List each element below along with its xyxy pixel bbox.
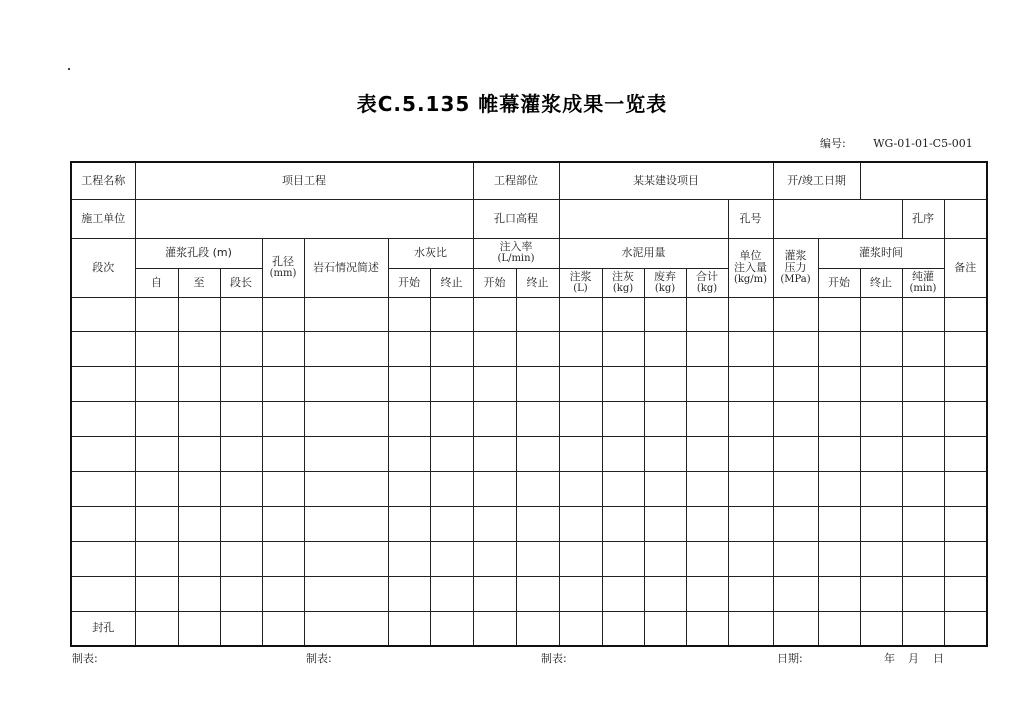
data-cell[interactable] <box>773 471 818 506</box>
data-cell[interactable] <box>944 576 987 611</box>
data-cell[interactable] <box>602 541 644 576</box>
data-cell[interactable] <box>728 297 773 331</box>
date-year: 年 <box>884 652 895 665</box>
data-cell[interactable] <box>135 331 178 366</box>
data-cell[interactable] <box>473 576 516 611</box>
data-cell[interactable] <box>644 331 686 366</box>
data-cell[interactable] <box>304 541 388 576</box>
data-cell[interactable] <box>220 366 262 401</box>
data-cell[interactable] <box>773 297 818 331</box>
data-cell[interactable] <box>602 611 644 646</box>
data-cell[interactable] <box>559 576 602 611</box>
row-label-cell[interactable] <box>71 506 135 541</box>
data-cell[interactable] <box>686 297 728 331</box>
data-cell[interactable] <box>773 401 818 436</box>
data-cell[interactable] <box>644 401 686 436</box>
row-label-cell[interactable] <box>71 576 135 611</box>
table-row <box>71 401 987 436</box>
data-cell[interactable] <box>304 471 388 506</box>
row-label-cell[interactable]: 封孔 <box>71 611 135 646</box>
table-row <box>71 576 987 611</box>
data-cell[interactable] <box>944 611 987 646</box>
data-cell[interactable] <box>644 611 686 646</box>
data-cell[interactable] <box>773 541 818 576</box>
data-cell[interactable] <box>135 297 178 331</box>
table-row <box>71 611 987 646</box>
data-cell[interactable] <box>220 576 262 611</box>
project-part-label: 工程部位 <box>473 162 559 199</box>
data-cell[interactable] <box>135 506 178 541</box>
data-cell[interactable] <box>516 471 559 506</box>
data-cell[interactable] <box>135 471 178 506</box>
data-cell[interactable] <box>902 297 944 331</box>
unit-inject-line2: 注入量 <box>734 260 767 274</box>
header-gt-end: 终止 <box>860 268 902 297</box>
table-row <box>71 541 987 576</box>
date-day: 日 <box>933 652 944 665</box>
unit-inject-line1: 单位 <box>739 248 762 262</box>
data-cell[interactable] <box>473 401 516 436</box>
data-cell[interactable] <box>516 297 559 331</box>
net-grout-label: 纯灌 <box>912 269 934 283</box>
data-cell[interactable] <box>220 471 262 506</box>
header-cement-usage: 水泥用量 <box>559 238 728 268</box>
data-cell[interactable] <box>559 506 602 541</box>
data-cell[interactable] <box>686 366 728 401</box>
data-cell[interactable] <box>902 506 944 541</box>
data-cell[interactable] <box>944 366 987 401</box>
header-from: 自 <box>135 268 178 297</box>
hole-elevation-value[interactable] <box>559 199 728 238</box>
data-cell[interactable] <box>860 331 902 366</box>
data-cell[interactable] <box>644 506 686 541</box>
data-cell[interactable] <box>728 331 773 366</box>
data-cell[interactable] <box>818 471 860 506</box>
data-cell[interactable] <box>135 611 178 646</box>
data-cell[interactable] <box>818 611 860 646</box>
grout-inj-label: 注浆 <box>569 269 592 283</box>
data-cell[interactable] <box>220 331 262 366</box>
waste-unit: (kg) <box>654 282 676 294</box>
row-label-cell[interactable] <box>71 401 135 436</box>
data-cell[interactable] <box>473 436 516 471</box>
data-cell[interactable] <box>220 541 262 576</box>
table-row <box>71 436 987 471</box>
data-cell[interactable] <box>728 471 773 506</box>
header-cement-injected <box>602 268 644 297</box>
table-row <box>71 366 987 401</box>
data-cell[interactable] <box>559 401 602 436</box>
date-month: 月 <box>908 652 919 665</box>
data-cell[interactable] <box>902 436 944 471</box>
data-cell[interactable] <box>902 366 944 401</box>
data-cell[interactable] <box>430 401 473 436</box>
prepared-by-2: 制表: <box>306 652 332 665</box>
data-cell[interactable] <box>178 331 220 366</box>
data-cell[interactable] <box>728 576 773 611</box>
data-cell[interactable] <box>388 331 430 366</box>
data-cell[interactable] <box>902 541 944 576</box>
start-end-date-value[interactable] <box>860 162 987 199</box>
hole-order-value[interactable] <box>944 199 987 238</box>
data-cell[interactable] <box>220 297 262 331</box>
waste-label: 废弃 <box>654 269 676 283</box>
cement-inj-unit: (kg) <box>612 282 634 294</box>
data-cell[interactable] <box>818 297 860 331</box>
table-row <box>71 506 987 541</box>
data-cell[interactable] <box>388 366 430 401</box>
data-cell[interactable] <box>262 611 304 646</box>
data-cell[interactable] <box>860 576 902 611</box>
data-cell[interactable] <box>728 506 773 541</box>
data-cell[interactable] <box>686 506 728 541</box>
data-cell[interactable] <box>262 506 304 541</box>
row-label-cell[interactable] <box>71 366 135 401</box>
data-cell[interactable] <box>818 436 860 471</box>
data-cell[interactable] <box>559 331 602 366</box>
data-cell[interactable] <box>644 471 686 506</box>
total-label: 合计 <box>696 269 718 283</box>
table-row <box>71 471 987 506</box>
data-cell[interactable] <box>944 541 987 576</box>
data-cell[interactable] <box>644 436 686 471</box>
row-label-cell[interactable] <box>71 331 135 366</box>
grout-press-line2: 压力 <box>784 260 807 274</box>
header-remarks: 备注 <box>944 238 987 297</box>
data-cell[interactable] <box>430 436 473 471</box>
data-cell[interactable] <box>773 506 818 541</box>
data-cell[interactable] <box>304 297 388 331</box>
data-cell[interactable] <box>262 576 304 611</box>
grout-press-line1: 灌浆 <box>784 248 807 262</box>
data-cell[interactable] <box>860 297 902 331</box>
data-cell[interactable] <box>178 506 220 541</box>
data-cell[interactable] <box>430 331 473 366</box>
row-label-cell[interactable] <box>71 436 135 471</box>
data-cell[interactable] <box>516 611 559 646</box>
data-cell[interactable] <box>559 471 602 506</box>
grout-press-unit: (MPa) <box>780 273 811 285</box>
data-cell[interactable] <box>473 611 516 646</box>
data-cell[interactable] <box>178 366 220 401</box>
data-cell[interactable] <box>388 506 430 541</box>
data-cell[interactable] <box>818 366 860 401</box>
header-to: 至 <box>178 268 220 297</box>
contractor-value[interactable] <box>135 199 473 238</box>
data-cell[interactable] <box>262 331 304 366</box>
data-cell[interactable] <box>516 541 559 576</box>
data-cell[interactable] <box>516 436 559 471</box>
data-cell[interactable] <box>902 576 944 611</box>
net-grout-unit: (min) <box>909 282 937 294</box>
data-cell[interactable] <box>430 506 473 541</box>
data-cell[interactable] <box>516 576 559 611</box>
header-unit-injection <box>728 238 773 297</box>
data-cell[interactable] <box>686 401 728 436</box>
data-cell[interactable] <box>304 506 388 541</box>
data-cell[interactable] <box>686 436 728 471</box>
header-gt-start: 开始 <box>818 268 860 297</box>
data-cell[interactable] <box>559 366 602 401</box>
data-cell[interactable] <box>262 366 304 401</box>
data-cell[interactable] <box>304 401 388 436</box>
data-cell[interactable] <box>388 436 430 471</box>
data-cell[interactable] <box>262 297 304 331</box>
data-cell[interactable] <box>178 436 220 471</box>
project-name-label: 工程名称 <box>71 162 135 199</box>
data-cell[interactable] <box>304 576 388 611</box>
data-cell[interactable] <box>944 331 987 366</box>
data-cell[interactable] <box>860 541 902 576</box>
data-cell[interactable] <box>686 471 728 506</box>
hole-no-value[interactable] <box>773 199 902 238</box>
data-cell[interactable] <box>644 541 686 576</box>
data-cell[interactable] <box>178 541 220 576</box>
table-row <box>71 331 987 366</box>
data-cell[interactable] <box>262 471 304 506</box>
data-cell[interactable] <box>388 541 430 576</box>
header-wc-start: 开始 <box>388 268 430 297</box>
data-cell[interactable] <box>559 436 602 471</box>
project-name-value[interactable]: 项目工程 <box>135 162 473 199</box>
data-cell[interactable] <box>818 506 860 541</box>
data-cell[interactable] <box>818 401 860 436</box>
header-wc-ratio: 水灰比 <box>388 238 473 268</box>
data-cell[interactable] <box>178 401 220 436</box>
data-cell[interactable] <box>220 436 262 471</box>
data-cell[interactable] <box>944 401 987 436</box>
data-cell[interactable] <box>686 576 728 611</box>
document-title: 表C.5.135 帷幕灌浆成果一览表 <box>356 92 668 116</box>
hole-dia-unit: (mm) <box>269 267 297 279</box>
data-cell[interactable] <box>944 506 987 541</box>
header-ir-start: 开始 <box>473 268 516 297</box>
data-cell[interactable] <box>135 541 178 576</box>
data-rows <box>71 297 987 646</box>
data-cell[interactable] <box>473 366 516 401</box>
data-cell[interactable] <box>388 297 430 331</box>
data-cell[interactable] <box>559 297 602 331</box>
contractor-label: 施工单位 <box>71 199 135 238</box>
data-cell[interactable] <box>135 366 178 401</box>
data-cell[interactable] <box>860 366 902 401</box>
data-cell[interactable] <box>860 611 902 646</box>
header-rock-description: 岩石情况简述 <box>304 238 388 297</box>
data-cell[interactable] <box>944 471 987 506</box>
data-cell[interactable] <box>388 611 430 646</box>
data-cell[interactable] <box>773 366 818 401</box>
data-cell[interactable] <box>902 471 944 506</box>
data-cell[interactable] <box>818 576 860 611</box>
data-cell[interactable] <box>944 436 987 471</box>
data-cell[interactable] <box>902 401 944 436</box>
data-cell[interactable] <box>135 576 178 611</box>
header-total <box>686 268 728 297</box>
data-cell[interactable] <box>860 436 902 471</box>
data-cell[interactable] <box>220 401 262 436</box>
data-cell[interactable] <box>473 471 516 506</box>
data-cell[interactable] <box>686 611 728 646</box>
table-row <box>71 297 987 331</box>
data-cell[interactable] <box>860 401 902 436</box>
data-cell[interactable] <box>818 331 860 366</box>
data-cell[interactable] <box>860 506 902 541</box>
data-cell[interactable] <box>728 366 773 401</box>
data-cell[interactable] <box>262 541 304 576</box>
data-cell[interactable] <box>430 611 473 646</box>
data-cell[interactable] <box>430 576 473 611</box>
date-label: 日期: <box>777 652 803 665</box>
data-cell[interactable] <box>602 576 644 611</box>
data-cell[interactable] <box>602 366 644 401</box>
data-cell[interactable] <box>773 611 818 646</box>
hole-elevation-label: 孔口高程 <box>473 199 559 238</box>
data-cell[interactable] <box>388 471 430 506</box>
data-cell[interactable] <box>473 331 516 366</box>
data-cell[interactable] <box>178 297 220 331</box>
data-cell[interactable] <box>686 541 728 576</box>
data-cell[interactable] <box>516 401 559 436</box>
header-ir-end: 终止 <box>516 268 559 297</box>
data-cell[interactable] <box>178 576 220 611</box>
header-grout-injected <box>559 268 602 297</box>
data-cell[interactable] <box>262 401 304 436</box>
data-cell[interactable] <box>516 366 559 401</box>
data-cell[interactable] <box>728 541 773 576</box>
inject-rate-unit: (L/min) <box>497 253 535 264</box>
data-cell[interactable] <box>430 366 473 401</box>
data-cell[interactable] <box>773 576 818 611</box>
inject-rate-label: 注入率 <box>499 240 533 253</box>
hole-dia-label: 孔径 <box>272 254 294 268</box>
data-cell[interactable] <box>644 366 686 401</box>
data-cell[interactable] <box>304 611 388 646</box>
data-cell[interactable] <box>773 436 818 471</box>
prepared-by-1: 制表: <box>72 652 98 665</box>
hole-no-label: 孔号 <box>728 199 773 238</box>
hole-order-label: 孔序 <box>902 199 944 238</box>
data-cell[interactable] <box>473 506 516 541</box>
data-cell[interactable] <box>818 541 860 576</box>
row-label-cell[interactable] <box>71 297 135 331</box>
data-cell[interactable] <box>135 436 178 471</box>
data-cell[interactable] <box>388 576 430 611</box>
cement-inj-label: 注灰 <box>612 269 634 283</box>
data-cell[interactable] <box>135 401 178 436</box>
data-cell[interactable] <box>178 471 220 506</box>
unit-inject-unit: (kg/m) <box>733 273 768 285</box>
data-cell[interactable] <box>944 297 987 331</box>
data-cell[interactable] <box>602 401 644 436</box>
data-cell[interactable] <box>262 436 304 471</box>
data-cell[interactable] <box>602 506 644 541</box>
header-grout-time: 灌浆时间 <box>818 238 944 268</box>
stray-mark <box>68 68 70 70</box>
project-part-value[interactable]: 某某建设项目 <box>559 162 773 199</box>
prepared-by-3: 制表: <box>541 652 567 665</box>
grout-inj-unit: (L) <box>573 282 588 294</box>
serial-value: WG-01-01-C5-001 <box>873 137 973 150</box>
data-cell[interactable] <box>602 331 644 366</box>
data-cell[interactable] <box>178 611 220 646</box>
data-cell[interactable] <box>430 541 473 576</box>
data-cell[interactable] <box>902 331 944 366</box>
data-cell[interactable] <box>220 611 262 646</box>
row-label-cell[interactable] <box>71 471 135 506</box>
data-cell[interactable] <box>602 297 644 331</box>
header-hole-diameter <box>262 238 304 297</box>
total-unit: (kg) <box>696 282 718 294</box>
data-cell[interactable] <box>430 471 473 506</box>
data-cell[interactable] <box>644 297 686 331</box>
header-grout-pressure <box>773 238 818 297</box>
data-cell[interactable] <box>304 436 388 471</box>
data-cell[interactable] <box>602 436 644 471</box>
data-cell[interactable] <box>773 331 818 366</box>
data-cell[interactable] <box>728 401 773 436</box>
data-cell[interactable] <box>559 541 602 576</box>
data-cell[interactable] <box>516 506 559 541</box>
row-label-cell[interactable] <box>71 541 135 576</box>
serial-label: 编号: <box>820 137 846 150</box>
data-cell[interactable] <box>388 401 430 436</box>
header-grout-section: 灌浆孔段 (m) <box>135 238 262 268</box>
data-cell[interactable] <box>602 471 644 506</box>
header-segment-no: 段次 <box>71 238 135 297</box>
serial-number <box>820 135 973 151</box>
grouting-results-table <box>70 161 988 647</box>
data-cell[interactable] <box>644 576 686 611</box>
header-injection-rate <box>473 238 559 268</box>
header-wc-end: 终止 <box>430 268 473 297</box>
data-cell[interactable] <box>220 506 262 541</box>
data-cell[interactable] <box>686 331 728 366</box>
header-length: 段长 <box>220 268 262 297</box>
data-cell[interactable] <box>430 297 473 331</box>
start-end-date-label: 开/竣工日期 <box>773 162 860 199</box>
data-cell[interactable] <box>304 366 388 401</box>
data-cell[interactable] <box>304 331 388 366</box>
data-cell[interactable] <box>728 611 773 646</box>
data-cell[interactable] <box>473 541 516 576</box>
header-waste <box>644 268 686 297</box>
data-cell[interactable] <box>902 611 944 646</box>
data-cell[interactable] <box>559 611 602 646</box>
header-net-grout <box>902 268 944 297</box>
data-cell[interactable] <box>516 331 559 366</box>
data-cell[interactable] <box>860 471 902 506</box>
data-cell[interactable] <box>473 297 516 331</box>
data-cell[interactable] <box>728 436 773 471</box>
